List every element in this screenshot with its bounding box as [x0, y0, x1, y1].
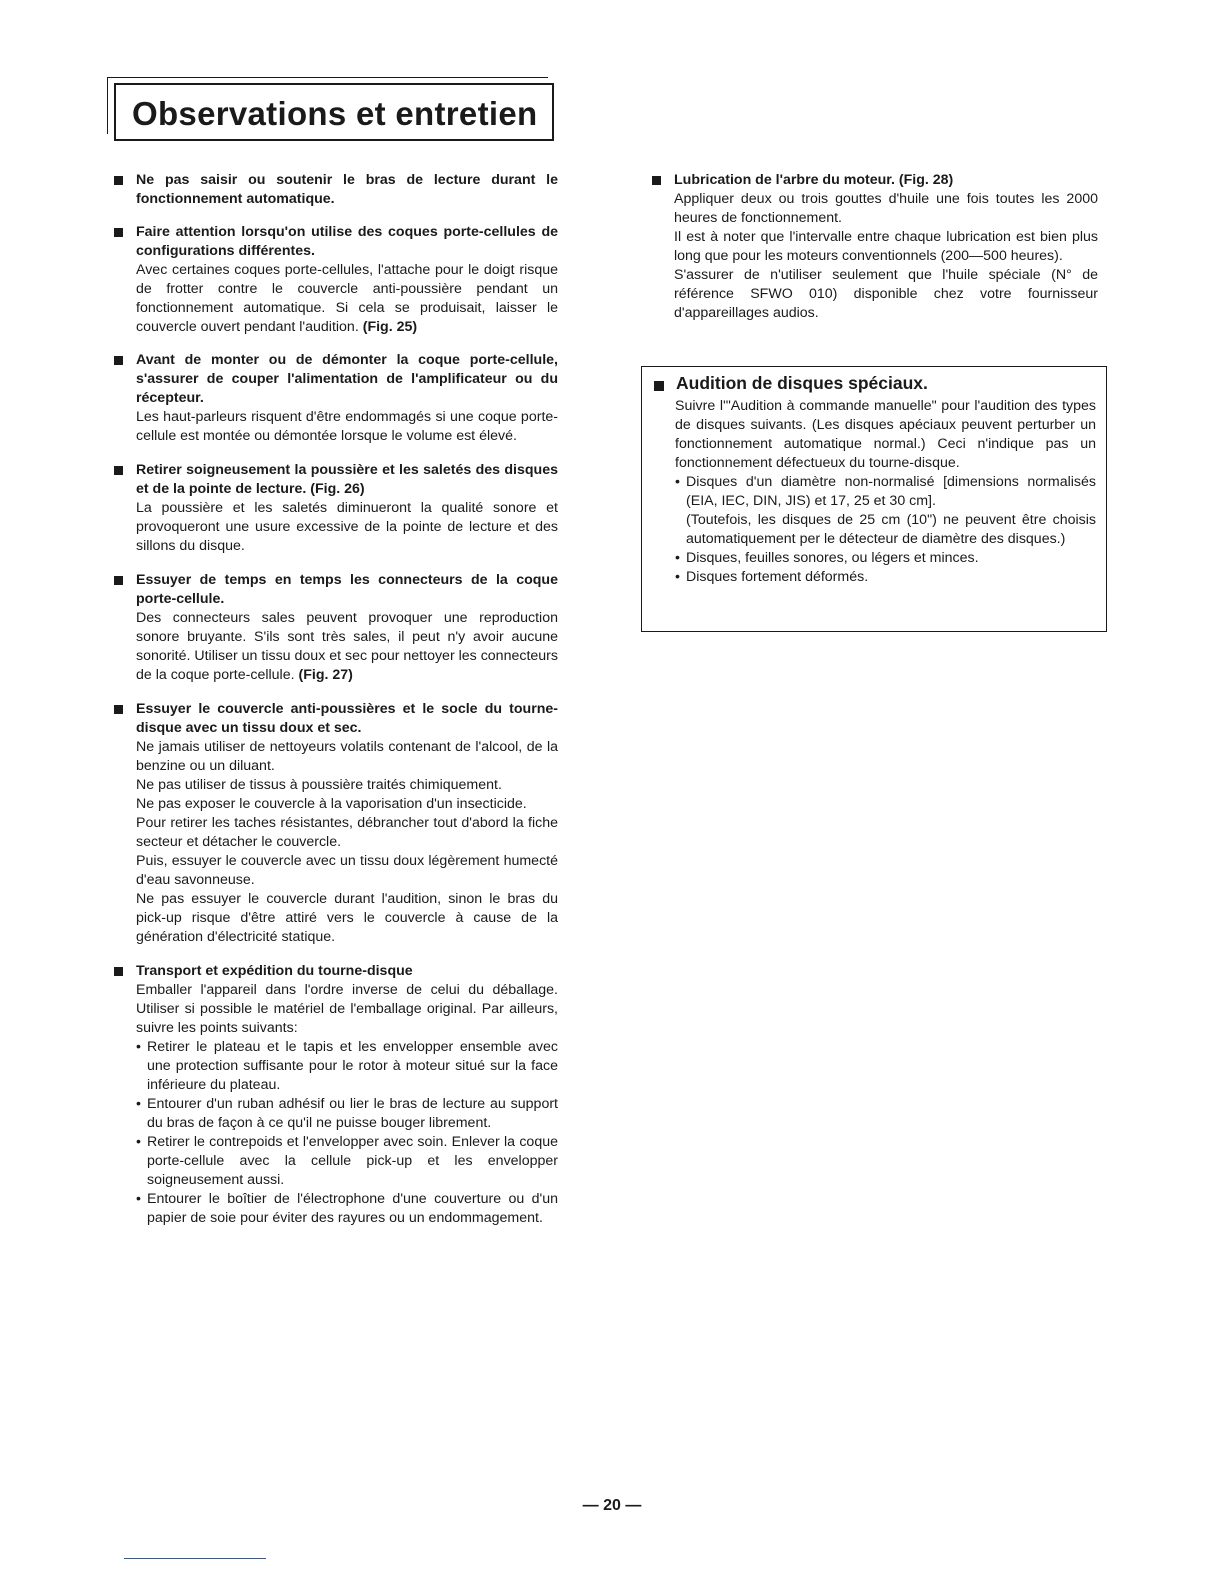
square-bullet-icon [114, 356, 123, 365]
paragraph: S'assurer de n'utiliser seulement que l'huile spéciale (N° de référence SFWO 010) disponible chez votre fournisseur d'appareillages audios. [674, 267, 1098, 321]
section-body: Suivre l'"Audition à commande manuelle" pour l'audition des types de disques suivants. (Les disques apéciaux peuvent perturber un fonctionnement automatique normal.) Ceci n'indique pas un fonctionnement défectueux du tourne-disque. [675, 398, 1096, 471]
square-bullet-icon [114, 228, 123, 237]
section-heading: Faire attention lorsqu'on utilise des coques porte-cellules de configurations différentes. [136, 224, 558, 259]
page-title: Observations et entretien [132, 95, 538, 132]
list-item: • Disques, feuilles sonores, ou légers et minces. [675, 549, 1096, 568]
square-bullet-icon [114, 576, 123, 585]
section-motor-lubrication [652, 171, 1098, 323]
square-bullet-icon [114, 176, 123, 185]
paragraph: Ne jamais utiliser de nettoyeurs volatils contenant de l'alcool, de la benzine ou un diluant. [136, 739, 558, 774]
section-body [136, 738, 558, 947]
section-transport [114, 962, 558, 1228]
special-records-title: Audition de disques spéciaux. [676, 373, 928, 393]
section-dust-cover-cleaning [114, 700, 558, 947]
section-heading: Ne pas saisir ou soutenir le bras de lecture durant le fonctionnement automatique. [136, 172, 558, 207]
list-item: • Disques fortement déformés. [675, 568, 1096, 587]
list-item: • Entourer d'un ruban adhésif ou lier le bras de lecture au support du bras de façon à ce qu'il ne puisse bouger librement. [136, 1095, 558, 1133]
section-heading: Lubrication de l'arbre du moteur. (Fig. 28) [674, 172, 954, 188]
paragraph: Ne pas utiliser de tissus à poussière traités chimiquement. [136, 777, 502, 793]
section-headshell-config [114, 223, 558, 337]
section-body: Avec certaines coques porte-cellules, l'attache pour le doigt risque de frotter contre le couvercle anti-poussière pendant un fonctionnement automatique. Si cela se produisait, laisser le couvercle ouvert pendant l'audition. (Fig. 25) [136, 262, 558, 335]
section-body: Les haut-parleurs risquent d'être endommagés si une coque porte-cellule est montée ou démontée lorsque le volume est élevé. [136, 409, 558, 444]
square-bullet-icon [114, 967, 123, 976]
title-box [114, 83, 554, 141]
section-body: Emballer l'appareil dans l'ordre inverse de celui du déballage. Utiliser si possible le matériel de l'emballage original. Par ailleurs, suivre les points suivants: [136, 982, 558, 1036]
square-bullet-icon [114, 466, 123, 475]
section-dust-removal [114, 461, 558, 556]
list-item: • Retirer le plateau et le tapis et les envelopper ensemble avec une protection suffisante pour le rotor à moteur situé sur la face inférieure du plateau. [136, 1038, 558, 1095]
section-heading: Avant de monter ou de démonter la coque porte-cellule, s'assurer de couper l'alimentation de l'amplificateur ou du récepteur. [136, 352, 558, 406]
figure-reference: (Fig. 25) [362, 319, 418, 335]
paragraph: Ne pas exposer le couvercle à la vaporisation d'un insecticide. [136, 796, 527, 812]
paragraph: Pour retirer les taches résistantes, débrancher tout d'abord la fiche secteur et détacher le couvercle. [136, 815, 558, 850]
section-power-off [114, 351, 558, 446]
paragraph: Puis, essuyer le couvercle avec un tissu doux légèrement humecté d'eau savonneuse. [136, 853, 558, 888]
section-body: La poussière et les saletés diminueront la qualité sonore et provoqueront une usure excessive de la pointe de lecture et des sillons du disque. [136, 500, 558, 554]
paragraph: Il est à noter que l'intervalle entre chaque lubrication est bien plus long que pour les moteurs conventionnels (200—500 heures). [674, 229, 1098, 264]
list-item: • Disques d'un diamètre non-normalisé [dimensions normalisés (EIA, IEC, DIN, JIS) et 17, 25 et 30 cm]. (Toutefois, les disques de 25 cm (10") ne peuvent être choisis automatiquement per le détecteur de diamètre des disques.) [675, 473, 1096, 549]
footer-rule [124, 1558, 266, 1559]
paragraph: Appliquer deux ou trois gouttes d'huile une fois toutes les 2000 heures de fonctionnement. [674, 191, 1098, 226]
page-number: — 20 — [582, 1497, 642, 1514]
left-column [114, 171, 558, 1242]
square-bullet-icon [114, 705, 123, 714]
note: (Toutefois, les disques de 25 cm (10") ne peuvent être choisis automatiquement per le détecteur de diamètre des disques.) [686, 512, 1096, 547]
section-body [674, 190, 1098, 323]
right-column [652, 171, 1098, 337]
transport-bullet-list [136, 1038, 558, 1228]
section-heading: Retirer soigneusement la poussière et les saletés des disques et de la pointe de lecture. (Fig. 26) [136, 462, 558, 497]
list-item: • Retirer le contrepoids et l'envelopper avec soin. Enlever la coque porte-cellule avec la cellule pick-up et les envelopper soigneusement aussi. [136, 1133, 558, 1190]
section-connectors [114, 571, 558, 685]
section-heading: Transport et expédition du tourne-disque [136, 963, 413, 979]
paragraph: Ne pas essuyer le couvercle durant l'audition, sinon le bras du pick-up risque d'être attiré vers le couvercle à cause de la génération d'électricité statique. [136, 891, 558, 945]
section-body: Des connecteurs sales peuvent provoquer une reproduction sonore bruyante. S'ils sont très sales, il peut n'y avoir aucune sonorité. Utiliser un tissu doux et sec pour nettoyer les connecteurs de la coque porte-cellule. (Fig. 27) [136, 610, 558, 683]
section-no-grip-arm [114, 171, 558, 209]
special-bullet-list [675, 473, 1096, 587]
special-records-body [675, 397, 1096, 587]
section-heading: Essuyer de temps en temps les connecteurs de la coque porte-cellule. [136, 572, 558, 607]
square-bullet-icon [654, 381, 664, 391]
square-bullet-icon [652, 176, 661, 185]
figure-reference: (Fig. 27) [298, 667, 353, 683]
section-heading: Essuyer le couvercle anti-poussières et le socle du tourne-disque avec un tissu doux et sec. [136, 701, 558, 736]
list-item: • Entourer le boîtier de l'électrophone d'une couverture ou d'un papier de soie pour éviter des rayures ou un endommagement. [136, 1190, 558, 1228]
special-records-box [641, 366, 1107, 632]
